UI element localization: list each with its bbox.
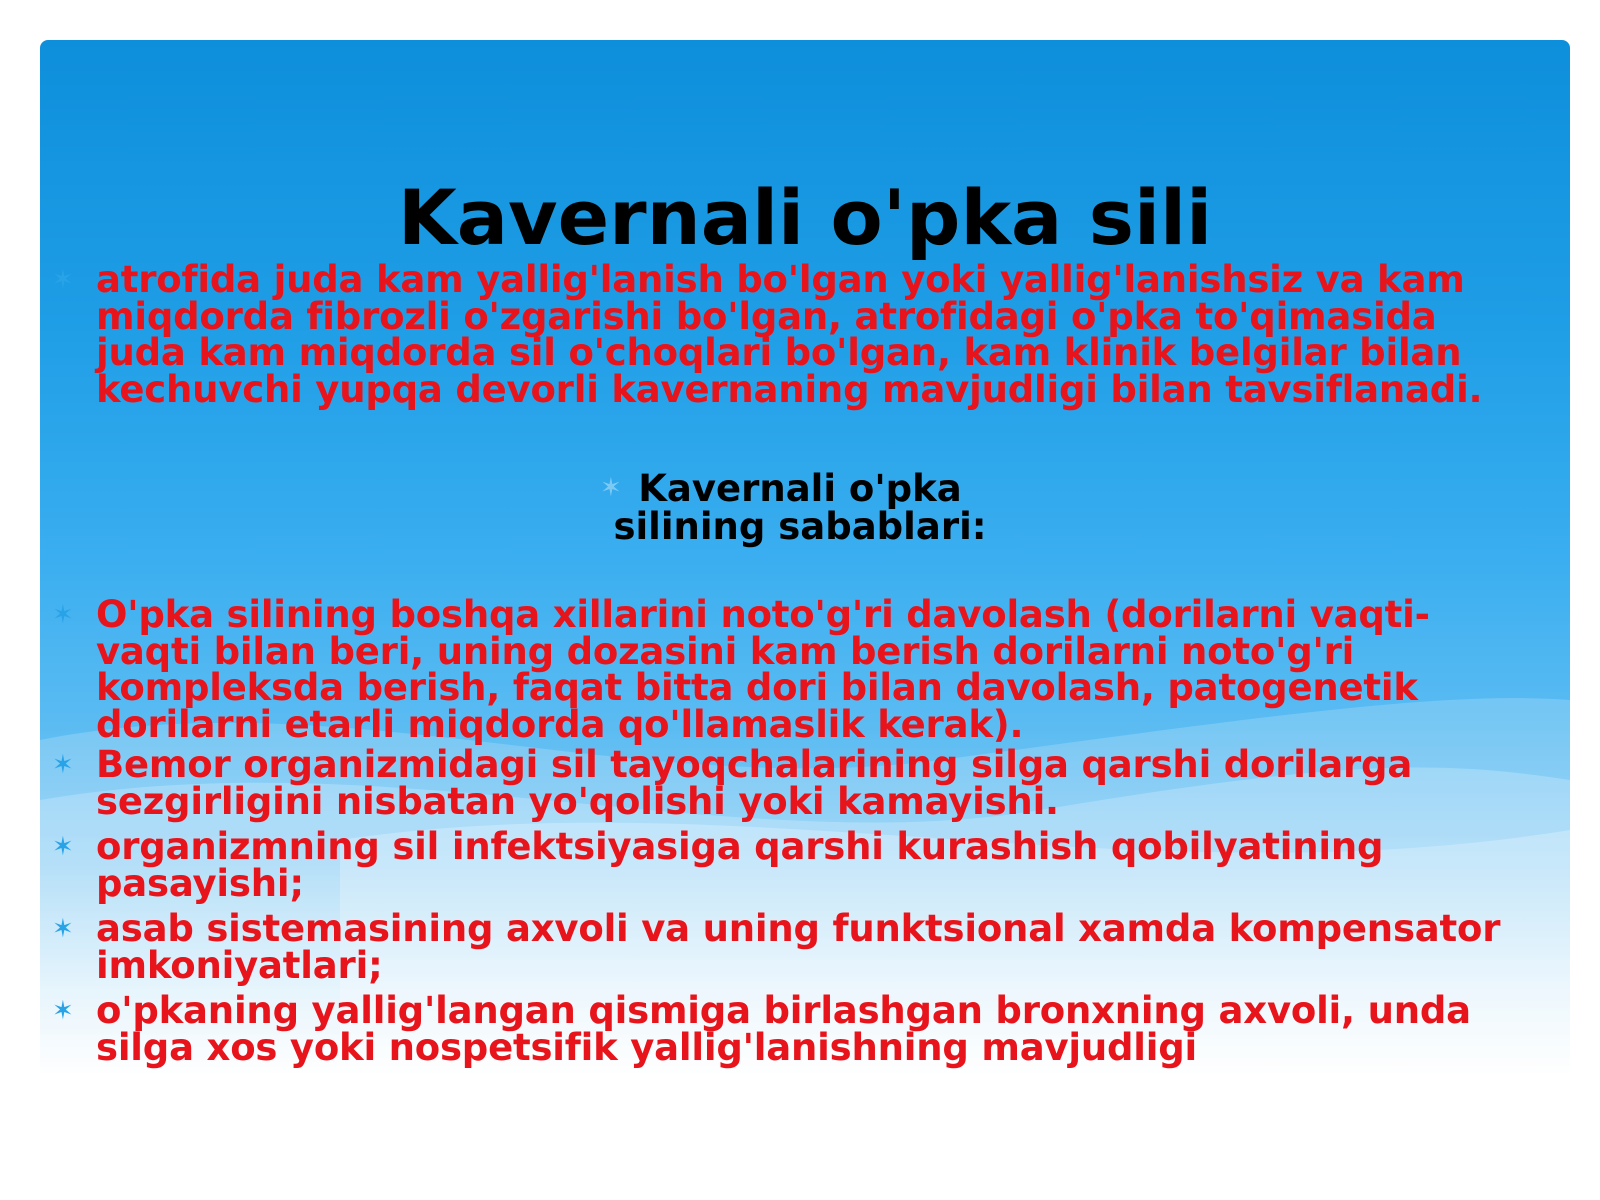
subheading-line-2: silining sabablari: [613,505,987,548]
subheading-line-1: Kavernali o'pka [638,467,962,510]
list-item-text: o'pkaning yallig'langan qismiga birlashgan bronxning axvoli, unda silga xos yoki nospetsifik yallig'lanishning mavjudligi [96,989,1471,1069]
subheading [560,467,1040,548]
list-item-text: organizmning sil infektsiyasiga qarshi kurashish qobilyatining pasayishi; [96,825,1384,905]
asterisk-star-icon: ✶ [52,914,74,944]
list-item-text: O'pka silining boshqa xillarini noto'g'ri davolash (dorilarni vaqti-vaqti bilan beri, uning dozasini kam berish dorilarni noto'g'ri kompleksda berish, faqat bitta dori bilan davolash, patogenetik dorilarni etarli miqdorda qo'llamaslik kerak). [96,593,1430,746]
asterisk-star-icon: ✶ [52,832,74,862]
asterisk-star-icon: ✶ [52,996,74,1026]
intro-bullet [52,258,1522,411]
asterisk-star-icon: ✶ [52,750,74,780]
list-item [52,743,1522,823]
slide-title: Kavernali o'pka sili [397,173,1213,262]
asterisk-star-icon: ✶ [52,600,74,630]
list-item-text: Bemor organizmidagi sil tayoqchalarining silga qarshi dorilarga sezgirligini nisbatan yo'qolishi yoki kamayishi. [96,743,1413,823]
list-item [52,907,1522,987]
asterisk-star-icon: ✶ [600,473,622,503]
intro-bullet-text: atrofida juda kam yallig'lanish bo'lgan yoki yallig'lanishsiz va kam miqdorda fibrozli o'zgarishi bo'lgan, atrofidagi o'pka to'qimasida juda kam miqdorda sil o'choqlari bo'lgan, kam klinik belgilar bilan kechuvchi yupqa devorli kavernaning mavjudligi bilan tavsiflanadi. [96,258,1483,411]
list-item [52,989,1522,1069]
asterisk-star-icon: ✶ [52,265,74,295]
list-item [52,825,1522,905]
list-item-text: asab sistemasining axvoli va uning funktsional xamda kompensator imkoniyatlari; [96,907,1501,987]
list-item [52,593,1522,746]
